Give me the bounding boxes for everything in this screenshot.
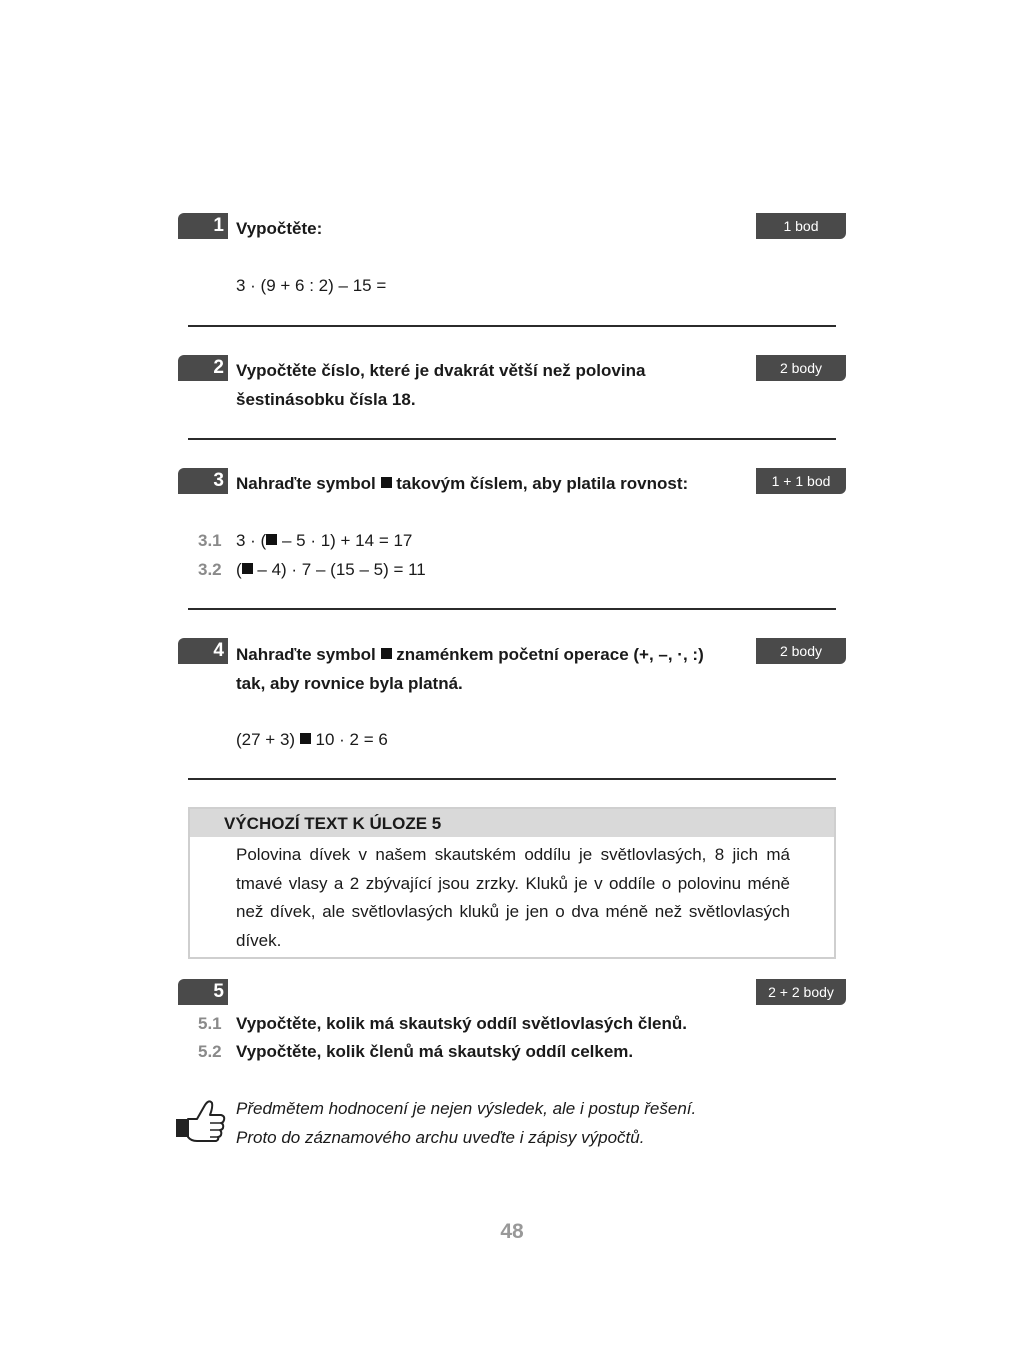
- task-1-points: 1 bod: [756, 213, 846, 239]
- task-2-points: 2 body: [756, 355, 846, 381]
- black-square-symbol: [300, 733, 311, 744]
- expr-part: (27 + 3): [236, 730, 300, 749]
- task-4-prompt-line2: tak, aby rovnice byla platná.: [236, 674, 463, 693]
- subtask-label: 5.1: [198, 1014, 222, 1033]
- source-text-line: Polovina dívek v našem skautském oddílu je světlovlasých, 8 jich má: [236, 845, 790, 864]
- black-square-symbol: [266, 534, 277, 545]
- expr-part: – 4) · 7 – (15 – 5) = 11: [252, 560, 426, 579]
- task-3-prompt: [236, 469, 688, 498]
- task-3-number: 3: [178, 468, 228, 494]
- task-1-prompt: Vypočtěte:: [236, 219, 323, 238]
- subtask-label: 3.1: [198, 531, 222, 550]
- task-4-prompt: [236, 640, 704, 698]
- task-2-prompt-line1: Vypočtěte číslo, které je dvakrát větší než polovina: [236, 361, 646, 380]
- subtask-3-2-expression: [236, 555, 426, 584]
- task-3-prompt-pre: Nahraďte symbol: [236, 474, 376, 493]
- subtask-label: 5.2: [198, 1042, 222, 1061]
- task-4-expression: [236, 725, 388, 754]
- divider: [188, 778, 836, 780]
- page-number: 48: [500, 1220, 524, 1243]
- task-4-prompt-post: znaménkem početní operace (+, –, ·, :): [396, 645, 704, 664]
- divider: [188, 438, 836, 440]
- task-4-prompt-line1: [236, 640, 704, 669]
- task-2-number: 2: [178, 355, 228, 381]
- evaluation-note: [236, 1094, 696, 1152]
- black-square-symbol: [242, 563, 253, 574]
- task-5-points: 2 + 2 body: [756, 979, 846, 1005]
- task-3-prompt-post: takovým číslem, aby platila rovnost:: [396, 474, 689, 493]
- note-line2: Proto do záznamového archu uveďte i zápisy výpočtů.: [236, 1128, 645, 1147]
- subtask-label: 3.2: [198, 560, 222, 579]
- task-2-prompt: [236, 356, 645, 414]
- source-text-line: než dívek, ale světlovlasých kluků je jen o dva méně než světlovlasých: [236, 902, 790, 921]
- task-1-number: 1: [178, 213, 228, 239]
- source-text-heading: VÝCHOZÍ TEXT K ÚLOZE 5: [190, 809, 834, 837]
- task-1-expression: 3 · (9 + 6 : 2) – 15 =: [236, 276, 387, 295]
- source-text-box: [188, 807, 836, 959]
- subtask-5-1-text: Vypočtěte, kolik má skautský oddíl světlovlasých členů.: [236, 1014, 687, 1033]
- task-4-number: 4: [178, 638, 228, 664]
- expr-part: (: [236, 560, 242, 579]
- expr-part: – 5 · 1) + 14 = 17: [277, 531, 413, 550]
- black-square-symbol: [381, 648, 392, 659]
- divider: [188, 325, 836, 327]
- black-square-symbol: [381, 477, 392, 488]
- task-2-prompt-line2: šestinásobku čísla 18.: [236, 390, 416, 409]
- note-line1: Předmětem hodnocení je nejen výsledek, ale i postup řešení.: [236, 1099, 697, 1118]
- task-5-number: 5: [178, 979, 228, 1005]
- source-text-line: dívek.: [236, 930, 282, 950]
- divider: [188, 608, 836, 610]
- task-3-points: 1 + 1 bod: [756, 468, 846, 494]
- expr-part: 3 · (: [236, 531, 267, 550]
- thumbs-up-icon: [175, 1097, 227, 1145]
- source-text-line: tmavé vlasy a 2 zbývající jsou zrzky. Kluků je v oddíle o polovinu méně: [236, 873, 790, 893]
- task-4-points: 2 body: [756, 638, 846, 664]
- subtask-3-1-expression: [236, 526, 412, 555]
- source-text-body: [236, 841, 790, 955]
- expr-part: 10 · 2 = 6: [310, 730, 388, 749]
- task-4-prompt-pre: Nahraďte symbol: [236, 645, 376, 664]
- subtask-5-2-text: Vypočtěte, kolik členů má skautský oddíl celkem.: [236, 1042, 634, 1061]
